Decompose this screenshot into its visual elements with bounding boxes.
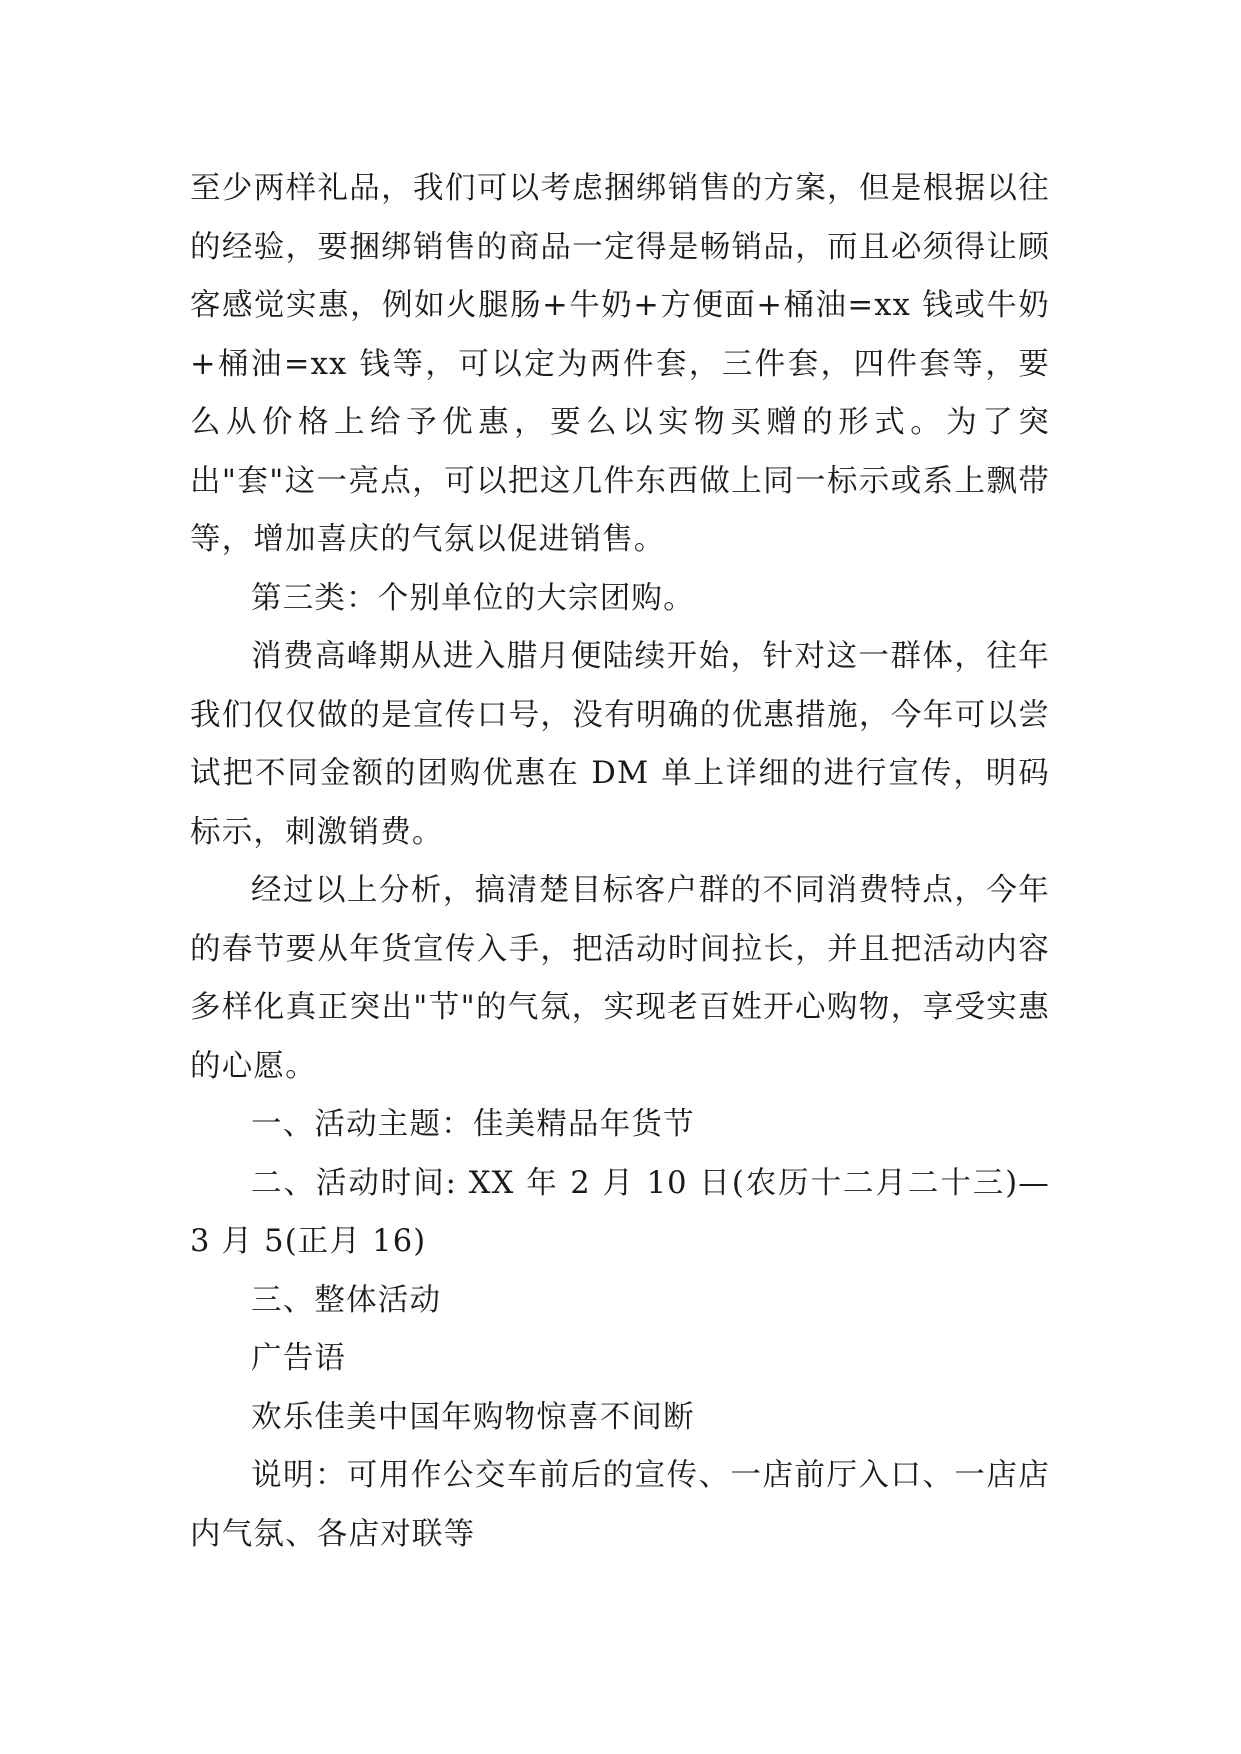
paragraph-analysis-summary: 经过以上分析，搞清楚目标客户群的不同消费特点，今年的春节要从年货宣传入手，把活动时间拉长，并且把活动内容多样化真正突出"节"的气氛，实现老百姓开心购物，享受实惠的心愿。 (190, 873, 1050, 1084)
paragraph-slogan: 欢乐佳美中国年购物惊喜不间断 (251, 1399, 695, 1435)
paragraph-group-purchase: 消费高峰期从进入腊月便陆续开始，针对这一群体，往年我们仅仅做的是宣传口号，没有明确的优惠措施，今年可以尝试把不同金额的团购优惠在 DM 单上详细的进行宣传，明码标示，刺激销费。 (190, 639, 1050, 850)
paragraph-category-three: 第三类：个别单位的大宗团购。 (251, 580, 695, 616)
paragraph-activity-theme: 一、活动主题：佳美精品年货节 (251, 1107, 695, 1142)
paragraph-overall-activity: 三、整体活动 (251, 1282, 442, 1318)
paragraph-bundle-sales: 至少两样礼品，我们可以考虑捆绑销售的方案，但是根据以往的经验，要捆绑销售的商品一定得是畅销品，而且必须得让顾客感觉实惠，例如火腿肠+牛奶+方便面+桶油=xx 钱或牛奶+桶油=xx 钱等，可以定为两件套，三件套，四件套等，要么从价格上给予优惠，要么以实物买赠的形式。为了突出"套"这一亮点，可以把这几件东西做上同一标示或系上飘带等，增加喜庆的气氛以促进销售。 (190, 171, 1050, 557)
paragraph-usage-note: 说明：可用作公交车前后的宣传、一店前厅入口、一店店内气氛、各店对联等 (190, 1458, 1050, 1552)
document-body (190, 160, 1050, 1564)
paragraph-activity-time: 二、活动时间: XX 年 2 月 10 日(农历十二月二十三)—3 月 5(正月 16) (190, 1165, 1050, 1259)
paragraph-slogan-heading: 广告语 (251, 1341, 347, 1376)
